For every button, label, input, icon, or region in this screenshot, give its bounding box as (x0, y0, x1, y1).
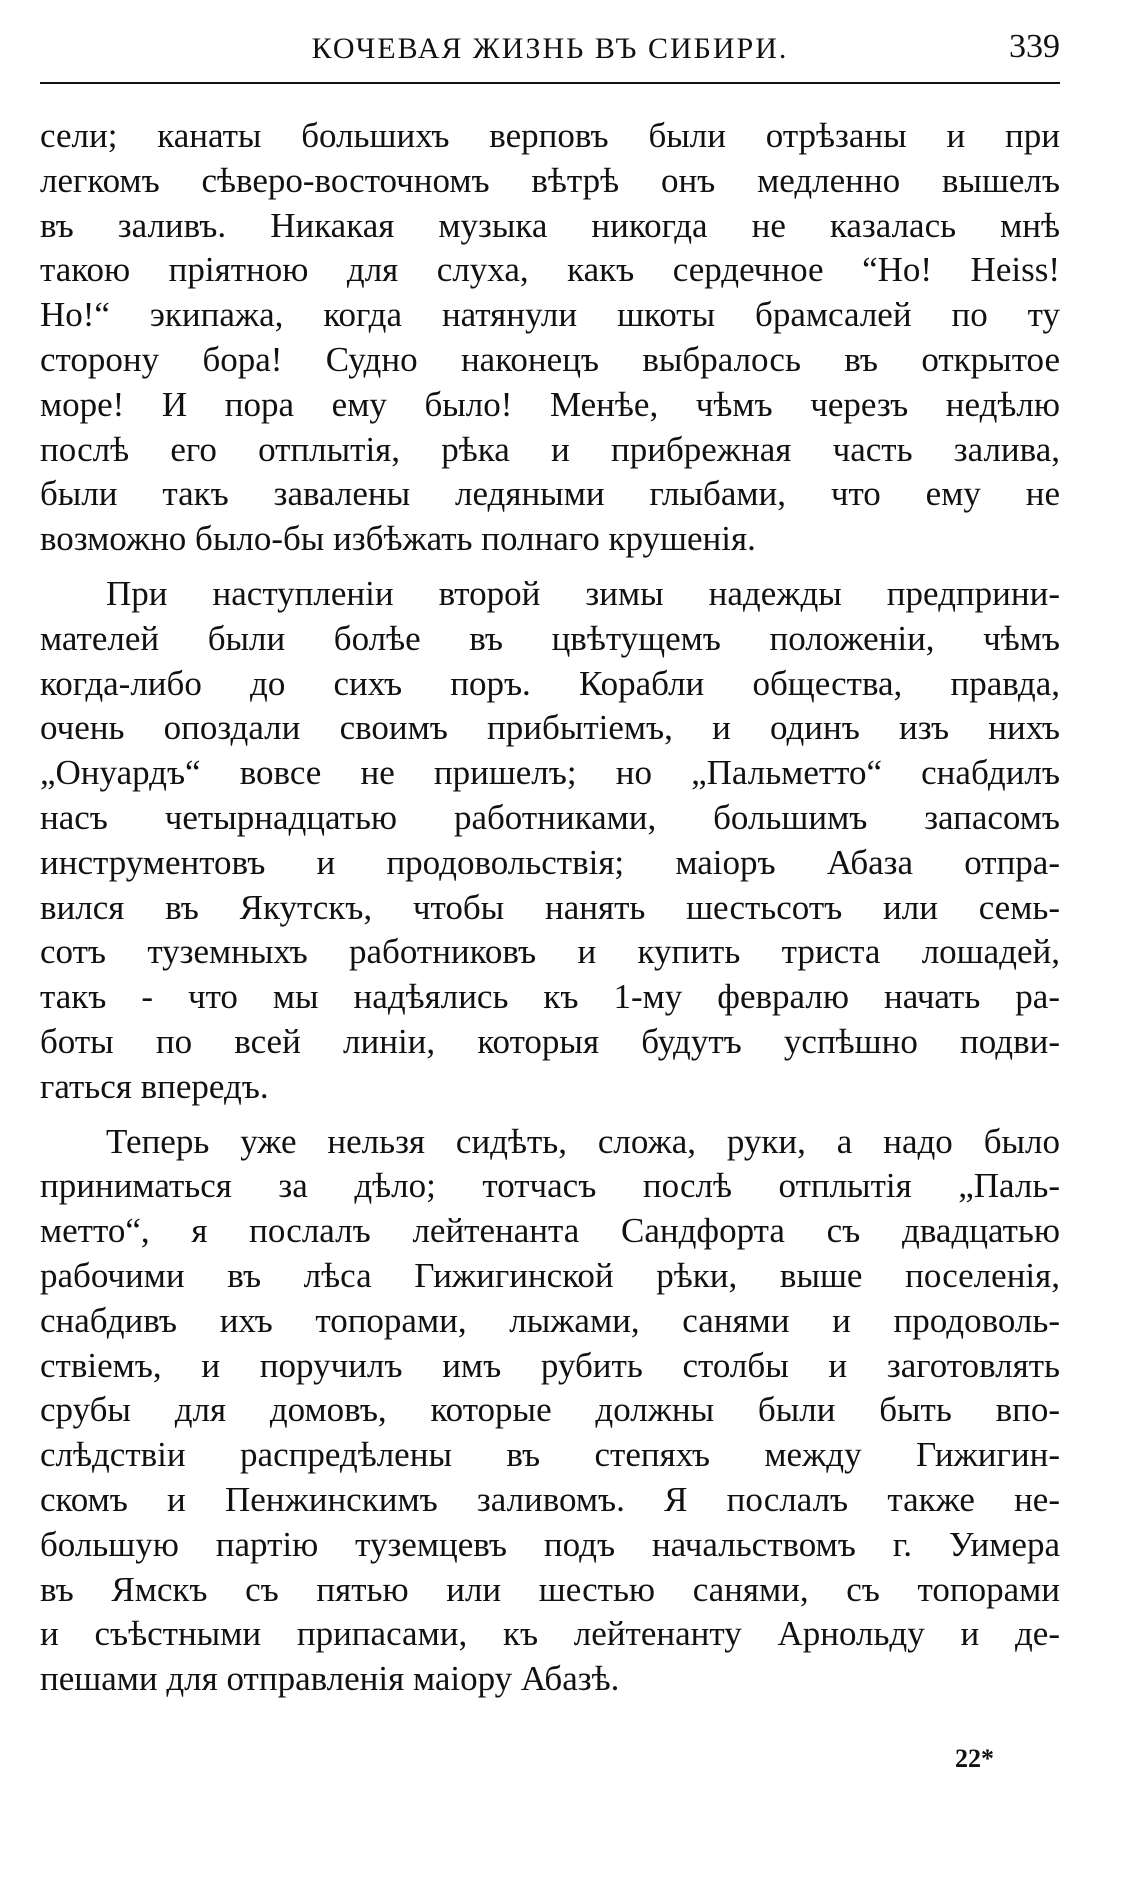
text-line: мателей были болѣе въ цвѣтущемъ положеніи, чѣмъ (40, 618, 1060, 658)
page-header (40, 26, 1060, 84)
text-line: рабочими въ лѣса Гижигинской рѣки, выше поселенія, (40, 1255, 1060, 1295)
text-line: очень опоздали своимъ прибытіемъ, и одинъ изъ нихъ (40, 708, 1060, 748)
paragraph-2 (40, 572, 1060, 1110)
printer-signature-mark: 22* (955, 1744, 994, 1773)
text-line: снабдивъ ихъ топорами, лыжами, санями и продоволь- (40, 1300, 1060, 1340)
text-line: сели; канаты большихъ верповъ были отрѣзаны и при (40, 116, 1060, 155)
text-line: сторону бора! Судно наконецъ выбралось въ открытое (40, 339, 1060, 379)
text-line: При наступленіи второй зимы надежды предприни- (106, 573, 1060, 613)
running-title: КОЧЕВАЯ ЖИЗНЬ ВЪ СИБИРИ. (311, 32, 789, 65)
text-line: вился въ Якутскъ, чтобы нанять шестьсотъ или семь- (40, 887, 1060, 927)
text-line: большую партію туземцевъ подъ начальствомъ г. Уимера (40, 1524, 1060, 1564)
text-line: такъ - что мы надѣялись къ 1-му февралю начать ра- (40, 977, 1060, 1017)
text-line: срубы для домовъ, которые должны были быть впо- (40, 1390, 1060, 1430)
paragraph-1 (40, 114, 1060, 562)
text-line: послѣ его отплытія, рѣка и прибрежная часть залива, (40, 429, 1060, 469)
text-line: насъ четырнадцатью работниками, большимъ запасомъ (40, 797, 1060, 837)
text-line: и съѣстными припасами, къ лейтенанту Арнольду и де- (40, 1614, 1060, 1654)
text-line: приниматься за дѣло; тотчасъ послѣ отплытія „Паль- (40, 1166, 1060, 1206)
text-line: Теперь уже нельзя сидѣть, сложа, руки, а надо было (106, 1121, 1060, 1161)
text-line: возможно было-бы избѣжать полнаго крушенія. (40, 519, 756, 559)
text-line: сотъ туземныхъ работниковъ и купить триста лошадей, (40, 932, 1060, 972)
text-line: Ho!“ экипажа, когда натянули шкоты брамсалей по ту (40, 295, 1060, 335)
paragraph-3 (40, 1120, 1060, 1702)
text-line: слѣдствіи распредѣлены въ степяхъ между Гижигин- (40, 1435, 1060, 1475)
text-line: боты по всей линіи, которыя будутъ успѣшно подви- (40, 1021, 1060, 1061)
text-line: такою пріятною для слуха, какъ сердечное “Ho! Heiss! (40, 250, 1060, 290)
body-text (40, 114, 1060, 1702)
page-number: 339 (1009, 28, 1060, 65)
text-line: легкомъ сѣверо-восточномъ вѣтрѣ онъ медленно вышелъ (40, 160, 1060, 200)
text-line: въ заливъ. Никакая музыка никогда не казалась мнѣ (40, 205, 1060, 245)
book-page (40, 26, 1060, 1856)
text-line: инструментовъ и продовольствія; маіоръ Абаза отпра- (40, 842, 1060, 882)
text-line: когда-либо до сихъ поръ. Корабли общества, правда, (40, 663, 1060, 703)
text-line: въ Ямскъ съ пятью или шестью санями, съ топорами (40, 1569, 1060, 1609)
text-line: море! И пора ему было! Менѣе, чѣмъ черезъ недѣлю (40, 384, 1060, 424)
text-line: метто“, я послалъ лейтенанта Сандфорта съ двадцатью (40, 1211, 1060, 1251)
text-line: были такъ завалены ледяными глыбами, что ему не (40, 474, 1060, 514)
text-line: пешами для отправленія маіору Абазѣ. (40, 1659, 620, 1699)
text-line: ствіемъ, и поручилъ имъ рубить столбы и заготовлять (40, 1345, 1060, 1385)
text-line: скомъ и Пенжинскимъ заливомъ. Я послалъ также не- (40, 1479, 1060, 1519)
text-line: „Онуардъ“ вовсе не пришелъ; но „Пальметто“ снабдилъ (40, 753, 1060, 793)
text-line: гаться впередъ. (40, 1066, 269, 1106)
